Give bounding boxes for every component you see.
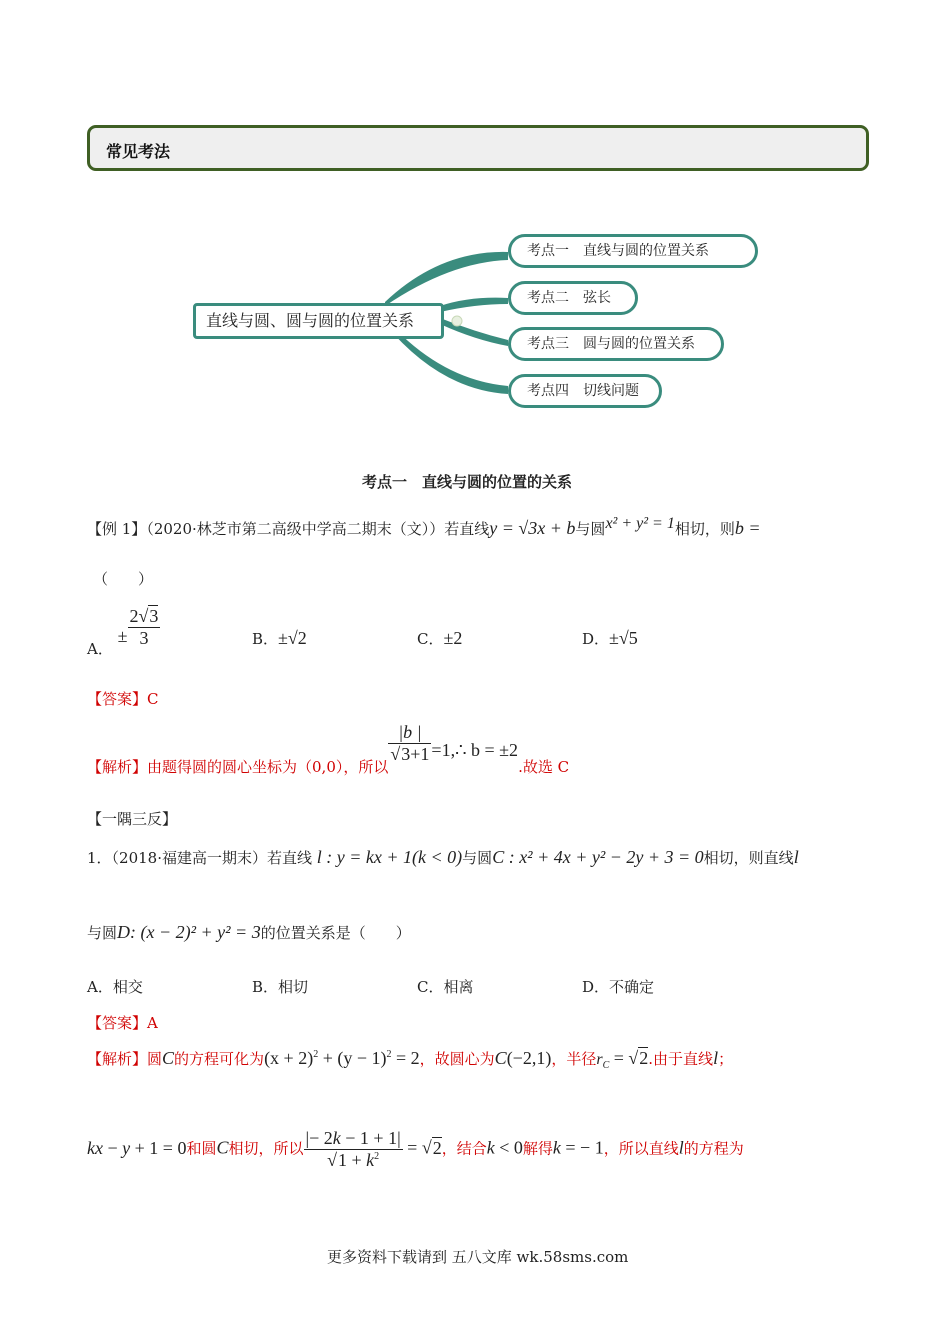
practice-q1-line2 — [87, 922, 411, 943]
example1-option-a — [87, 606, 160, 658]
footer-text: 更多资料下载请到 五八文库 wk.58sms.com — [327, 1248, 629, 1266]
example1-analysis — [87, 722, 570, 776]
q1-mid: 与圆 — [462, 849, 493, 867]
mindmap-branch-4 — [508, 374, 662, 408]
example1-answer — [87, 688, 159, 709]
practice-option-a — [87, 976, 143, 997]
practice-analysis-line1: 【解析】圆C的方程可化为$(x + 2)^2 + (y - 1)^2 = 2$，故圆心为C(−2,1)，半径$r_C = √2$.由于直线l； — [87, 1048, 734, 1072]
example1-var-b: b = — [734, 518, 761, 538]
q1-prefix: 1．（2018·福建高一期末）若直线 — [87, 849, 312, 867]
option-label: D． — [582, 978, 610, 996]
option-label: A． — [87, 978, 113, 996]
analysis-fraction: $\frac{|b |}{√3+1}$ — [390, 722, 430, 764]
analysis-label: 【解析】 — [87, 757, 148, 776]
topic-title: 考点一 直线与圆的位置的关系 — [362, 473, 573, 491]
analysis-a5: .由于直线 — [648, 1050, 714, 1068]
option-a-value: ± $\frac{2√3}{3}$ — [117, 606, 159, 648]
example1-option-c — [417, 628, 462, 649]
option-label: C． — [417, 978, 444, 996]
option-label: C． — [417, 630, 444, 648]
analysis-a4: ，半径 — [551, 1050, 597, 1068]
option-label: A． — [87, 639, 113, 658]
section-header-title: 常见考法 — [106, 142, 171, 161]
option-d-value: ±√5 — [609, 628, 638, 648]
example1-circle-eq: x² + y² = 1 — [605, 515, 675, 532]
mindmap-branch-label: 考点四 切线问题 — [527, 383, 639, 399]
example1-blank: （ ） — [93, 570, 154, 588]
answer-value: C — [147, 690, 159, 708]
answer-label: 【答案】 — [87, 690, 148, 708]
answer-value: A — [147, 1014, 158, 1032]
analysis-a9: ，结合 — [441, 1139, 487, 1158]
mindmap-branch-label: 考点三 圆与圆的位置关系 — [527, 336, 695, 352]
option-value: 相离 — [443, 978, 474, 996]
mindmap-center-label: 直线与圆、圆与圆的位置关系 — [206, 311, 415, 330]
analysis-label: 【解析】 — [87, 1050, 148, 1068]
option-value: 不确定 — [609, 978, 655, 996]
q1-circle-eq: C : x² + 4x + y² − 2y + 3 = 0 — [492, 847, 704, 867]
analysis-a10: 解得 — [522, 1139, 553, 1158]
option-label: B． — [252, 978, 279, 996]
q1-circleD-eq: D: (x − 2)² + y² = 3 — [117, 922, 261, 942]
example1-text-end: 相切，则 — [674, 520, 735, 538]
analysis-a8: 相切，所以 — [228, 1139, 304, 1158]
mindmap-branch-2 — [508, 281, 638, 315]
example1-line-eq: y = √3x + b — [489, 518, 576, 538]
mindmap-center-node — [193, 303, 444, 339]
option-c-value: ±2 — [443, 628, 463, 648]
mindmap-branch-label: 考点一 直线与圆的位置关系 — [527, 243, 709, 259]
section-header-box — [87, 125, 869, 171]
analysis-a6: ； — [718, 1050, 734, 1068]
practice-option-d — [582, 976, 654, 997]
option-b-value: ±√2 — [278, 628, 307, 648]
practice-option-c — [417, 976, 474, 997]
example1-option-b — [252, 628, 307, 649]
q1-line2-prefix: 与圆 — [87, 924, 118, 942]
analysis-a12: 的方程为 — [683, 1139, 744, 1158]
q1-line-eq: l : y = kx + 1(k < 0) — [316, 847, 463, 867]
q1-end: 相切，则直线 — [703, 849, 794, 867]
option-value: 相交 — [112, 978, 143, 996]
option-label: B． — [252, 630, 279, 648]
analysis-a2: 的方程可化为 — [174, 1050, 265, 1068]
practice-option-b — [252, 976, 308, 997]
option-label: D． — [582, 630, 610, 648]
example1-label: 【例 1】 — [87, 520, 147, 538]
analysis-a3: ，故圆心为 — [419, 1050, 495, 1068]
option-value: 相切 — [278, 978, 309, 996]
practice-q1-stem — [87, 847, 799, 868]
example1-stem — [87, 515, 761, 539]
analysis-a1: 圆 — [147, 1050, 163, 1068]
analysis-formula: =1,∴ b = ±2 — [431, 739, 519, 760]
example1-source: （2020·林芝市第二高级中学高二期末（文））若直线 — [146, 520, 490, 538]
answer-label: 【答案】 — [87, 1014, 148, 1032]
mindmap-branch-3 — [508, 327, 724, 361]
practice-analysis-line2: kx − y + 1 = 0和圆C相切，所以 $\frac{|- 2k - 1 + 1|}{√1 + k^2}$ = √2，结合k < 0解得k = − 1，所以直线l的方程为 — [87, 1128, 744, 1170]
example1-text-mid: 与圆 — [575, 520, 606, 538]
q1-l: l — [793, 847, 799, 867]
q1-line2-end: 的位置关系是（ ） — [260, 924, 411, 942]
mindmap-branch-1 — [508, 234, 758, 268]
practice-label: 【一隅三反】 — [87, 810, 178, 828]
analysis-prefix: 由题得圆的圆心坐标为（0,0），所以 — [147, 757, 389, 776]
analysis-a11: ，所以直线 — [603, 1139, 679, 1158]
mindmap-branch-label: 考点二 弦长 — [527, 290, 611, 306]
analysis-a7: 和圆 — [186, 1139, 217, 1158]
practice-answer — [87, 1012, 158, 1033]
analysis-suffix: .故选 C — [518, 757, 570, 776]
example1-option-d — [582, 628, 638, 649]
